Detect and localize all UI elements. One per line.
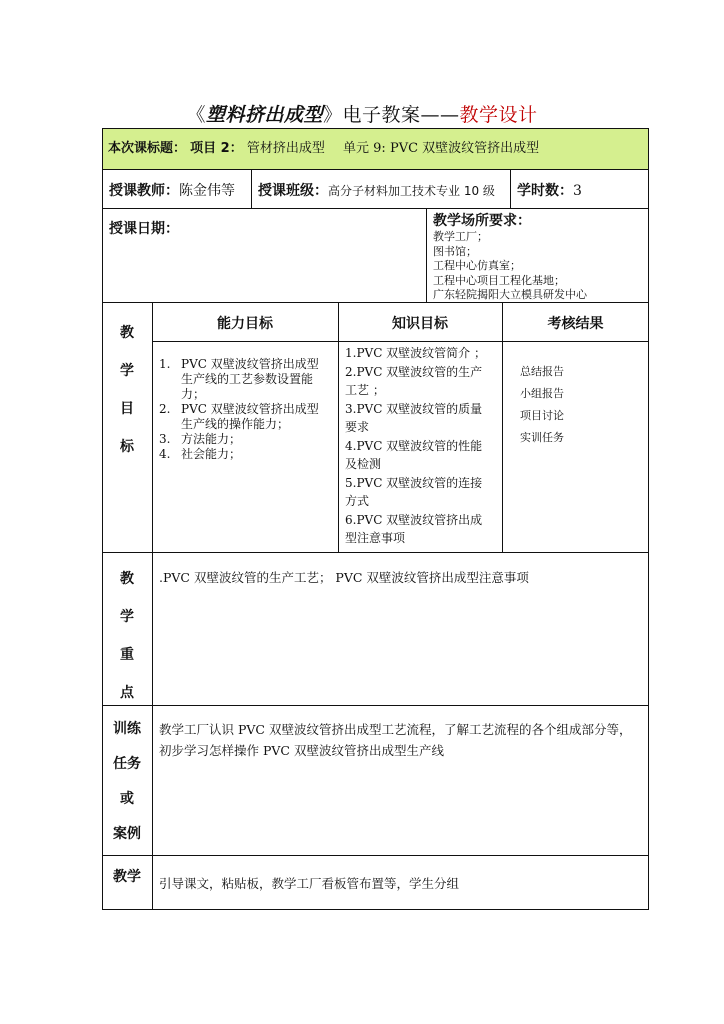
venue-item: 广东轻院揭阳大立模具研发中心 (433, 288, 587, 301)
header-unit: 单元 9: PVC 双壁波纹管挤出成型 (343, 141, 540, 156)
knowledge-item: 型注意事项 (345, 531, 406, 545)
knowledge-item: 工艺 ； (345, 383, 385, 397)
training-text: 教学工厂认识 PVC 双壁波纹管挤出成型工艺流程，了解工艺流程的各个组成部分等， 初步学习怎样操作 PVC 双壁波纹管挤出成型生产线 (159, 722, 632, 758)
assessment-list (520, 361, 564, 449)
assessment-item: 实训任务 (520, 431, 564, 444)
keypoints-side-label: 教 学 重 点 (120, 571, 134, 701)
title-middle: 》电子教案—— (323, 104, 460, 126)
class-cell (258, 180, 495, 200)
assessment-item: 项目讨论 (520, 409, 564, 422)
knowledge-item: 5.PVC 双壁波纹管的连接 (345, 475, 483, 490)
title-bracket-open: 《 (186, 104, 206, 126)
keypoints-text: .PVC 双壁波纹管的生产工艺； PVC 双壁波纹管挤出成型注意事项 (159, 570, 529, 585)
knowledge-item: 方式 (345, 494, 370, 508)
ability-header: 能力目标 (217, 316, 273, 332)
venue-item: 工程中心项目工程化基地； (433, 273, 565, 287)
ability-item: 2. PVC 双壁波纹管挤出成型 生产线的操作能力； (159, 402, 319, 431)
knowledge-list (345, 344, 500, 548)
lesson-header-text (108, 137, 539, 156)
assessment-item: 总结报告 (520, 365, 564, 378)
knowledge-item: 1.PVC 双壁波纹管简介 ； (345, 346, 487, 360)
knowledge-header: 知识目标 (392, 316, 448, 332)
header-project-name: 管材挤出成型 (246, 141, 325, 156)
header-project: 项目 2： (190, 141, 243, 156)
title-highlight: 教学设计 (459, 104, 538, 126)
class-value: 高分子材料加工技术专业 10 级 (328, 184, 495, 198)
class-label: 授课班级： (258, 183, 328, 199)
knowledge-item: 4.PVC 双壁波纹管的性能 (345, 438, 483, 453)
ability-list (159, 357, 335, 462)
assessment-item: 小组报告 (520, 387, 564, 400)
hours-value: 3 (573, 183, 582, 199)
training-side-label: 训练 任务 或 案例 (113, 721, 141, 842)
teacher-label: 授课教师： (109, 183, 179, 199)
venue-item: 图书馆； (433, 244, 477, 258)
page-title (0, 100, 724, 127)
venue-item: 工程中心仿真室； (433, 259, 521, 272)
venue-label: 教学场所要求： (433, 213, 531, 229)
venue-item: 教学工厂； (433, 230, 488, 243)
venue-list (433, 230, 587, 303)
method-side-label: 教学 (113, 869, 141, 885)
knowledge-item: 要求 (345, 420, 370, 434)
ability-item: 4. 社会能力； (159, 447, 242, 461)
teacher-value: 陈金伟等 (179, 183, 235, 199)
objectives-side-label: 教 学 目 标 (120, 325, 134, 455)
ability-item: 3. 方法能力； (159, 432, 242, 446)
knowledge-item: 2.PVC 双壁波纹管的生产 (345, 364, 483, 379)
knowledge-item: 及检测 (345, 457, 382, 471)
teacher-cell (109, 180, 235, 200)
date-label: 授课日期： (109, 221, 179, 237)
hours-cell (517, 180, 582, 200)
header-label: 本次课标题： (108, 141, 187, 156)
assessment-header: 考核结果 (547, 316, 604, 332)
method-text: 引导课文，粘贴板，教学工厂看板管布置等，学生分组 (159, 876, 460, 891)
knowledge-item: 6.PVC 双壁波纹管挤出成 (345, 512, 483, 527)
ability-item: 1. PVC 双壁波纹管挤出成型 生产线的工艺参数设置能 力； (159, 357, 319, 401)
knowledge-item: 3.PVC 双壁波纹管的质量 (345, 401, 483, 416)
hours-label: 学时数： (517, 183, 573, 199)
course-name: 塑料挤出成型 (205, 104, 323, 126)
